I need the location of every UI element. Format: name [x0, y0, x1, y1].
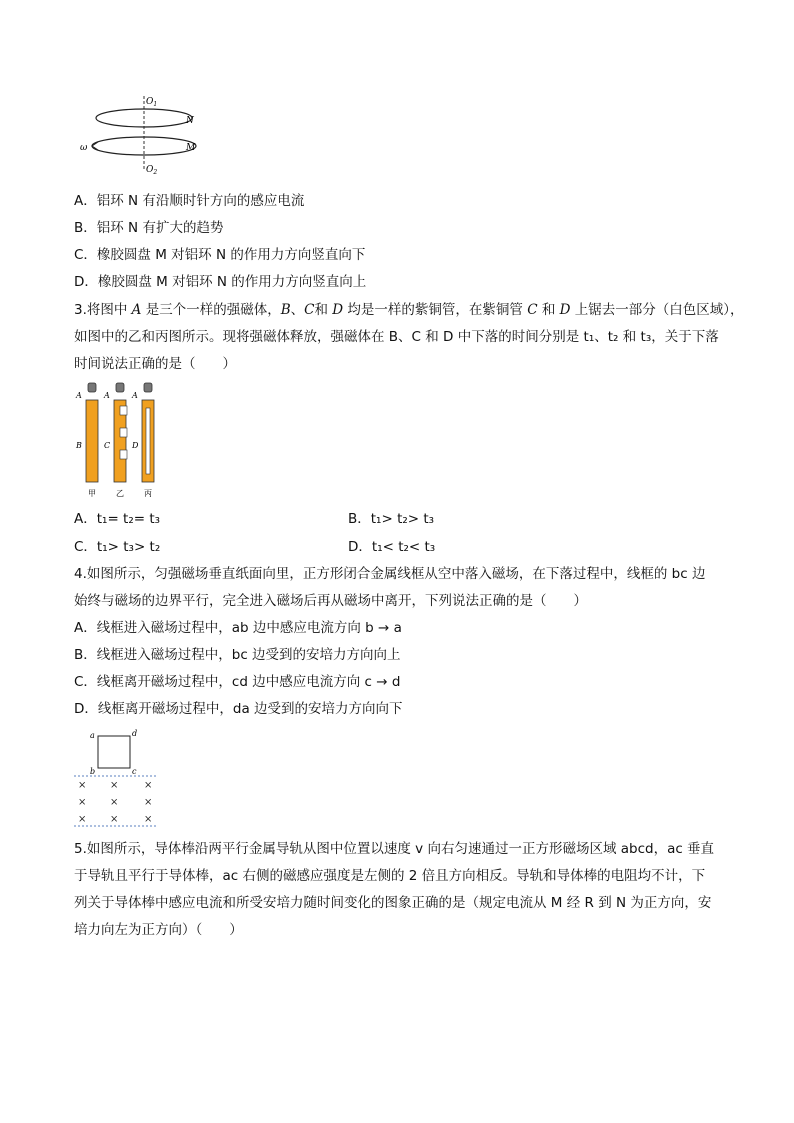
q2-option-d[interactable]: D．橡胶圆盘 M 对铝环 N 的作用力方向竖直向上: [74, 274, 367, 290]
magnet-3: [144, 383, 152, 392]
label-d: D: [132, 441, 139, 450]
label-a-3: A: [132, 391, 138, 400]
q3-stem-line-1: 3.将图中 A 是三个一样的强磁体，B、C和 D 均是一样的紫铜管，在紫铜管 C 和 D 上锯去一部分（白色区域），: [74, 302, 744, 318]
q3-stem-line-2: 如图中的乙和丙图所示。现将强磁体释放，强磁体在 B、C 和 D 中下落的时间分别是 t₁、t₂ 和 t₃，关于下落: [74, 329, 719, 345]
caption-yi: 乙: [116, 489, 124, 498]
q2-rings-svg: [74, 92, 214, 174]
label-b: B: [76, 441, 82, 450]
q2-option-b[interactable]: B．铝环 N 有扩大的趋势: [74, 220, 224, 236]
q5-stem-line-1: 5.如图所示，导体棒沿两平行金属导轨从图中位置以速度 v 向右匀速通过一正方形磁场区域 abcd，ac 垂直: [74, 841, 715, 857]
q4-frame-field-figure: [70, 728, 160, 828]
magnet-2: [116, 383, 124, 392]
tube-c-cut-2: [120, 428, 127, 437]
cross-1-2: ×: [110, 780, 119, 791]
label-d: d: [132, 729, 138, 738]
label-b: b: [90, 767, 96, 776]
q4-frame-field-svg: [70, 728, 160, 828]
q5-stem-line-2: 于导轨且平行于导体棒，ac 右侧的磁感应强度是左侧的 2 倍且方向相反。导轨和导体棒的电阻均不计，下: [74, 868, 706, 884]
cross-3-3: ×: [144, 814, 153, 825]
label-c: c: [132, 767, 137, 776]
tube-c-cut-3: [120, 450, 127, 459]
q4-option-a[interactable]: A．线框进入磁场过程中，ab 边中感应电流方向 b → a: [74, 620, 402, 636]
cross-3-2: ×: [110, 814, 119, 825]
tube-b: [86, 400, 98, 482]
q3-tubes-svg: [70, 382, 180, 502]
cross-2-2: ×: [110, 797, 119, 808]
q5-stem-line-3: 列关于导体棒中感应电流和所受安培力随时间变化的图象正确的是（规定电流从 M 经 R 到 N 为正方向，安: [74, 895, 712, 911]
cross-3-1: ×: [78, 814, 87, 825]
label-omega: ω: [80, 143, 88, 153]
cross-2-1: ×: [78, 797, 87, 808]
label-a-2: A: [104, 391, 110, 400]
label-o1: $O_1$: [146, 97, 158, 108]
label-o2: $O_2$: [146, 165, 158, 174]
square-frame: [98, 736, 130, 768]
q2-option-a[interactable]: A．铝环 N 有沿顺时针方向的感应电流: [74, 193, 305, 209]
caption-bing: 丙: [144, 489, 152, 498]
q2-rings-figure: [74, 92, 214, 174]
q3-option-d[interactable]: D．t₁< t₂< t₃: [348, 539, 436, 555]
q3-tubes-figure: [70, 382, 180, 502]
cross-2-3: ×: [144, 797, 153, 808]
cross-1-3: ×: [144, 780, 153, 791]
magnet-1: [88, 383, 96, 392]
label-a: a: [90, 731, 95, 740]
q4-option-d[interactable]: D．线框离开磁场过程中，da 边受到的安培力方向向下: [74, 701, 403, 717]
q4-option-b[interactable]: B．线框进入磁场过程中，bc 边受到的安培力方向向上: [74, 647, 401, 663]
q4-option-c[interactable]: C．线框离开磁场过程中，cd 边中感应电流方向 c → d: [74, 674, 401, 690]
q3-option-a[interactable]: A．t₁= t₂= t₃: [74, 511, 161, 527]
q4-stem-line-2: 始终与磁场的边界平行，完全进入磁场后再从磁场中离开，下列说法正确的是（ ）: [74, 593, 587, 609]
cross-1-1: ×: [78, 780, 87, 791]
label-a-1: A: [76, 391, 82, 400]
q3-option-c[interactable]: C．t₁> t₃> t₂: [74, 539, 161, 555]
q2-option-c[interactable]: C．橡胶圆盘 M 对铝环 N 的作用力方向竖直向下: [74, 247, 366, 263]
label-m: M: [186, 143, 196, 153]
tube-c-cut-1: [120, 406, 127, 415]
q5-stem-line-4: 培力向左为正方向）（ ）: [74, 922, 243, 938]
caption-jia: 甲: [88, 489, 96, 498]
q4-stem-line-1: 4.如图所示，匀强磁场垂直纸面向里，正方形闭合金属线框从空中落入磁场，在下落过程中，线框的 bc 边: [74, 566, 706, 582]
q3-stem-line-3: 时间说法正确的是（ ）: [74, 356, 236, 372]
label-n: N: [186, 116, 194, 126]
field-crosses: [78, 780, 152, 825]
label-c: C: [104, 441, 111, 450]
q3-option-b[interactable]: B．t₁> t₂> t₃: [348, 511, 435, 527]
tube-d-slot: [146, 408, 150, 474]
